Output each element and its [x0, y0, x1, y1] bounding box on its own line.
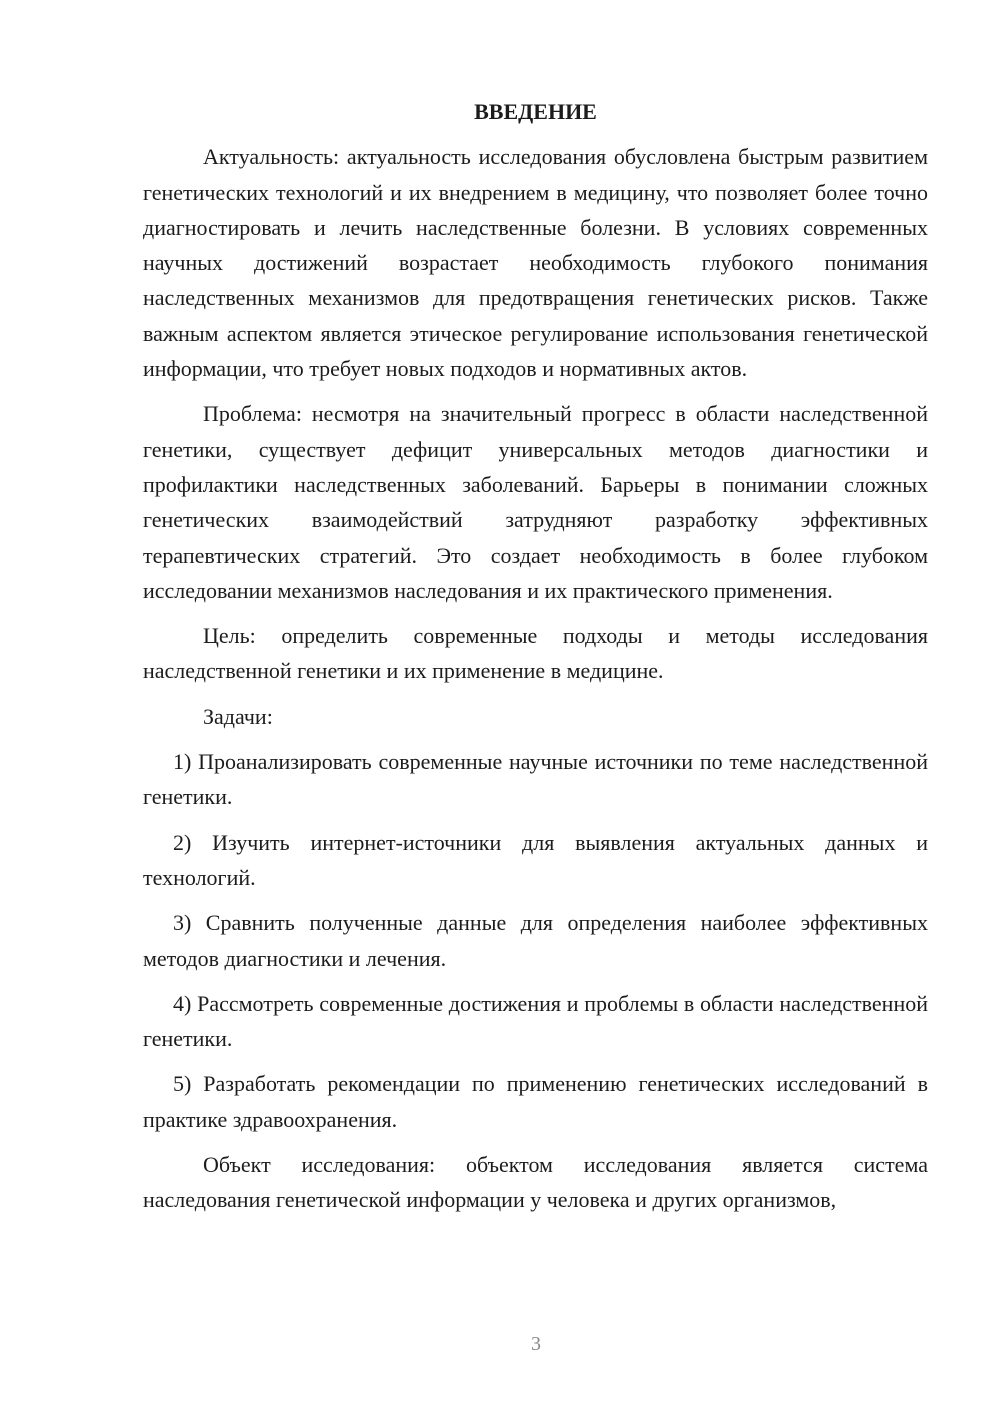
task-item-1: 1) Проанализировать современные научные источники по теме наследственной генетики. [143, 749, 928, 810]
task-item-3: 3) Сравнить полученные данные для определения наиболее эффективных методов диагностики и лечения. [143, 910, 928, 971]
task-item-4: 4) Рассмотреть современные достижения и проблемы в области наследственной генетики. [143, 990, 928, 1052]
relevance-paragraph: Актуальность: актуальность исследования обусловлена быстрым развитием генетических технологий и их внедрением в медицину, что позволяет более точно диагностировать и лечить наследственные болезни. В условиях современных научных достижений возрастает необходимость глубокого понимания наследственных механизмов для предотвращения генетических рисков. Также важным аспектом является этическое регулирование использования генетической информации, что требует новых подходов и нормативных актов. [143, 144, 928, 382]
page-number: 3 [531, 1333, 541, 1355]
research-object-paragraph: Объект исследования: объектом исследования является система наследования генетической информации у человека и других организмов, [143, 1152, 928, 1213]
problem-paragraph: Проблема: несмотря на значительный прогресс в области наследственной генетики, существует дефицит универсальных методов диагностики и профилактики наследственных заболеваний. Барьеры в понимании сложных генетических взаимодействий затрудняют разработку эффективных терапевтических стратегий. Это создает необходимость в более глубоком исследовании механизмов наследования и их практического применения. [143, 401, 928, 603]
task-item-2: 2) Изучить интернет-источники для выявления актуальных данных и технологий. [143, 829, 928, 890]
goal-paragraph: Цель: определить современные подходы и методы исследования наследственной генетики и их применение в медицине. [143, 623, 928, 684]
task-item-5: 5) Разработать рекомендации по применению генетических исследований в практике здравоохранения. [143, 1071, 928, 1132]
page-content [143, 94, 928, 1228]
section-heading: ВВЕДЕНИЕ [474, 99, 597, 124]
tasks-label: Задачи: [203, 703, 273, 729]
